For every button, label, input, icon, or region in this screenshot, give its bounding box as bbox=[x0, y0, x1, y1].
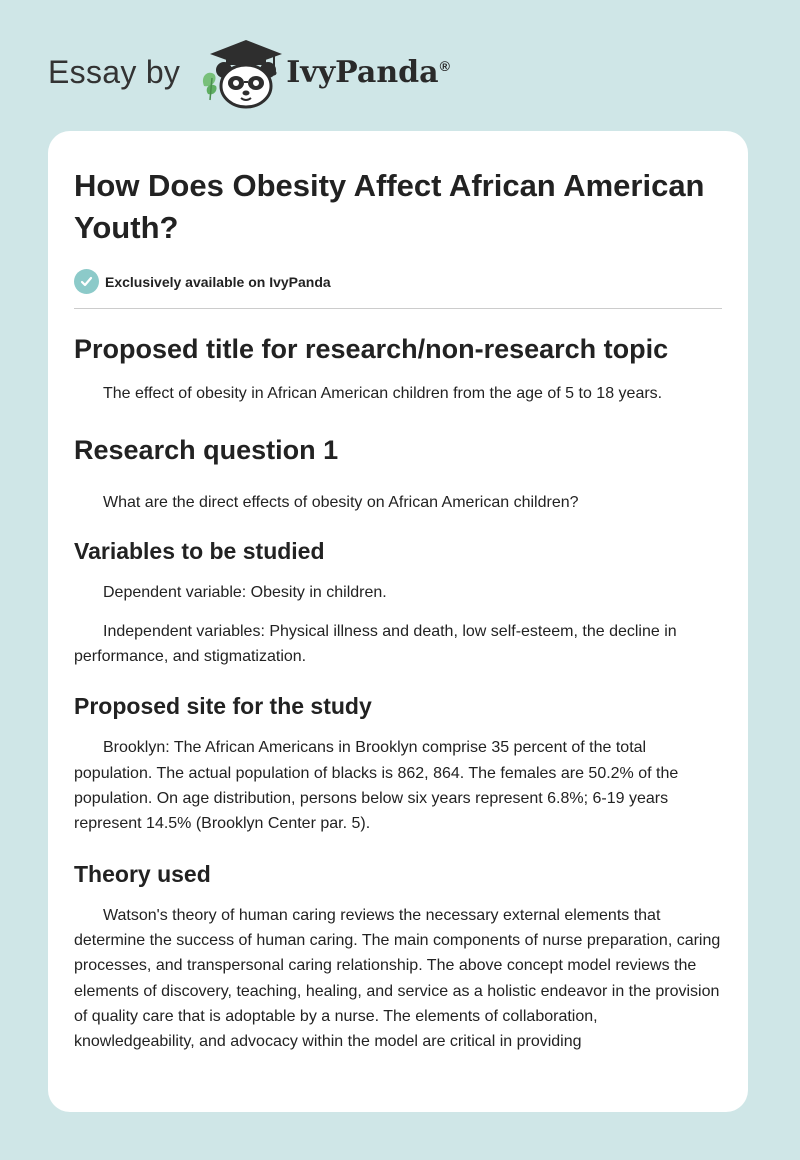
paragraph-theory: Watson's theory of human caring reviews the necessary external elements that determine the success of human caring. The main components of nurse preparation, caring processes, and transpersonal caring relationship. The above concept model reviews the elements of discovery, teaching, healing, and service as a holistic endeavor in the provision of quality care that is adoptable by a nurse. The elements of collaboration, knowledgeability, and advocacy within the model are critical in providing bbox=[74, 906, 721, 1051]
essay-title: How Does Obesity Affect African American Youth? bbox=[74, 168, 705, 245]
section-heading-proposed-title: Proposed title for research/non-research topic bbox=[74, 334, 669, 364]
paragraph-independent-variables: Independent variables: Physical illness and death, low self-esteem, the decline in performance, and stigmatization. bbox=[74, 622, 677, 666]
title-divider bbox=[74, 308, 722, 309]
section-heading-theory: Theory used bbox=[74, 860, 211, 887]
exclusive-badge bbox=[74, 269, 722, 294]
paragraph-dependent-variable: Dependent variable: Obesity in children. bbox=[103, 583, 387, 601]
section-heading-research-question: Research question 1 bbox=[74, 435, 339, 466]
section-heading-proposed-site: Proposed site for the study bbox=[74, 693, 372, 720]
essay-by-label: Essay by bbox=[48, 53, 181, 90]
panda-graduate-icon[interactable] bbox=[198, 34, 282, 110]
paragraph-proposed-title: The effect of obesity in African American children from the age of 5 to 18 years. bbox=[103, 385, 663, 402]
paragraph-research-question: What are the direct effects of obesity on African American children? bbox=[103, 494, 579, 512]
site-header bbox=[48, 34, 450, 110]
essay-card bbox=[48, 131, 748, 1112]
check-circle-icon bbox=[74, 269, 99, 294]
brand-name[interactable]: IvyPanda® bbox=[286, 54, 450, 90]
paragraph-proposed-site: Brooklyn: The African Americans in Brooklyn comprise 35 percent of the total population. The actual population of blacks is 862, 864. The females are 50.2% of the population. On age distribution, persons below six years represent 6.8%; 6-19 years represent 14.5% (Brooklyn Center par. 5). bbox=[74, 739, 679, 833]
section-heading-variables: Variables to be studied bbox=[74, 537, 325, 564]
registered-mark: ® bbox=[439, 57, 450, 74]
exclusive-badge-text: Exclusively available on IvyPanda bbox=[105, 273, 331, 290]
